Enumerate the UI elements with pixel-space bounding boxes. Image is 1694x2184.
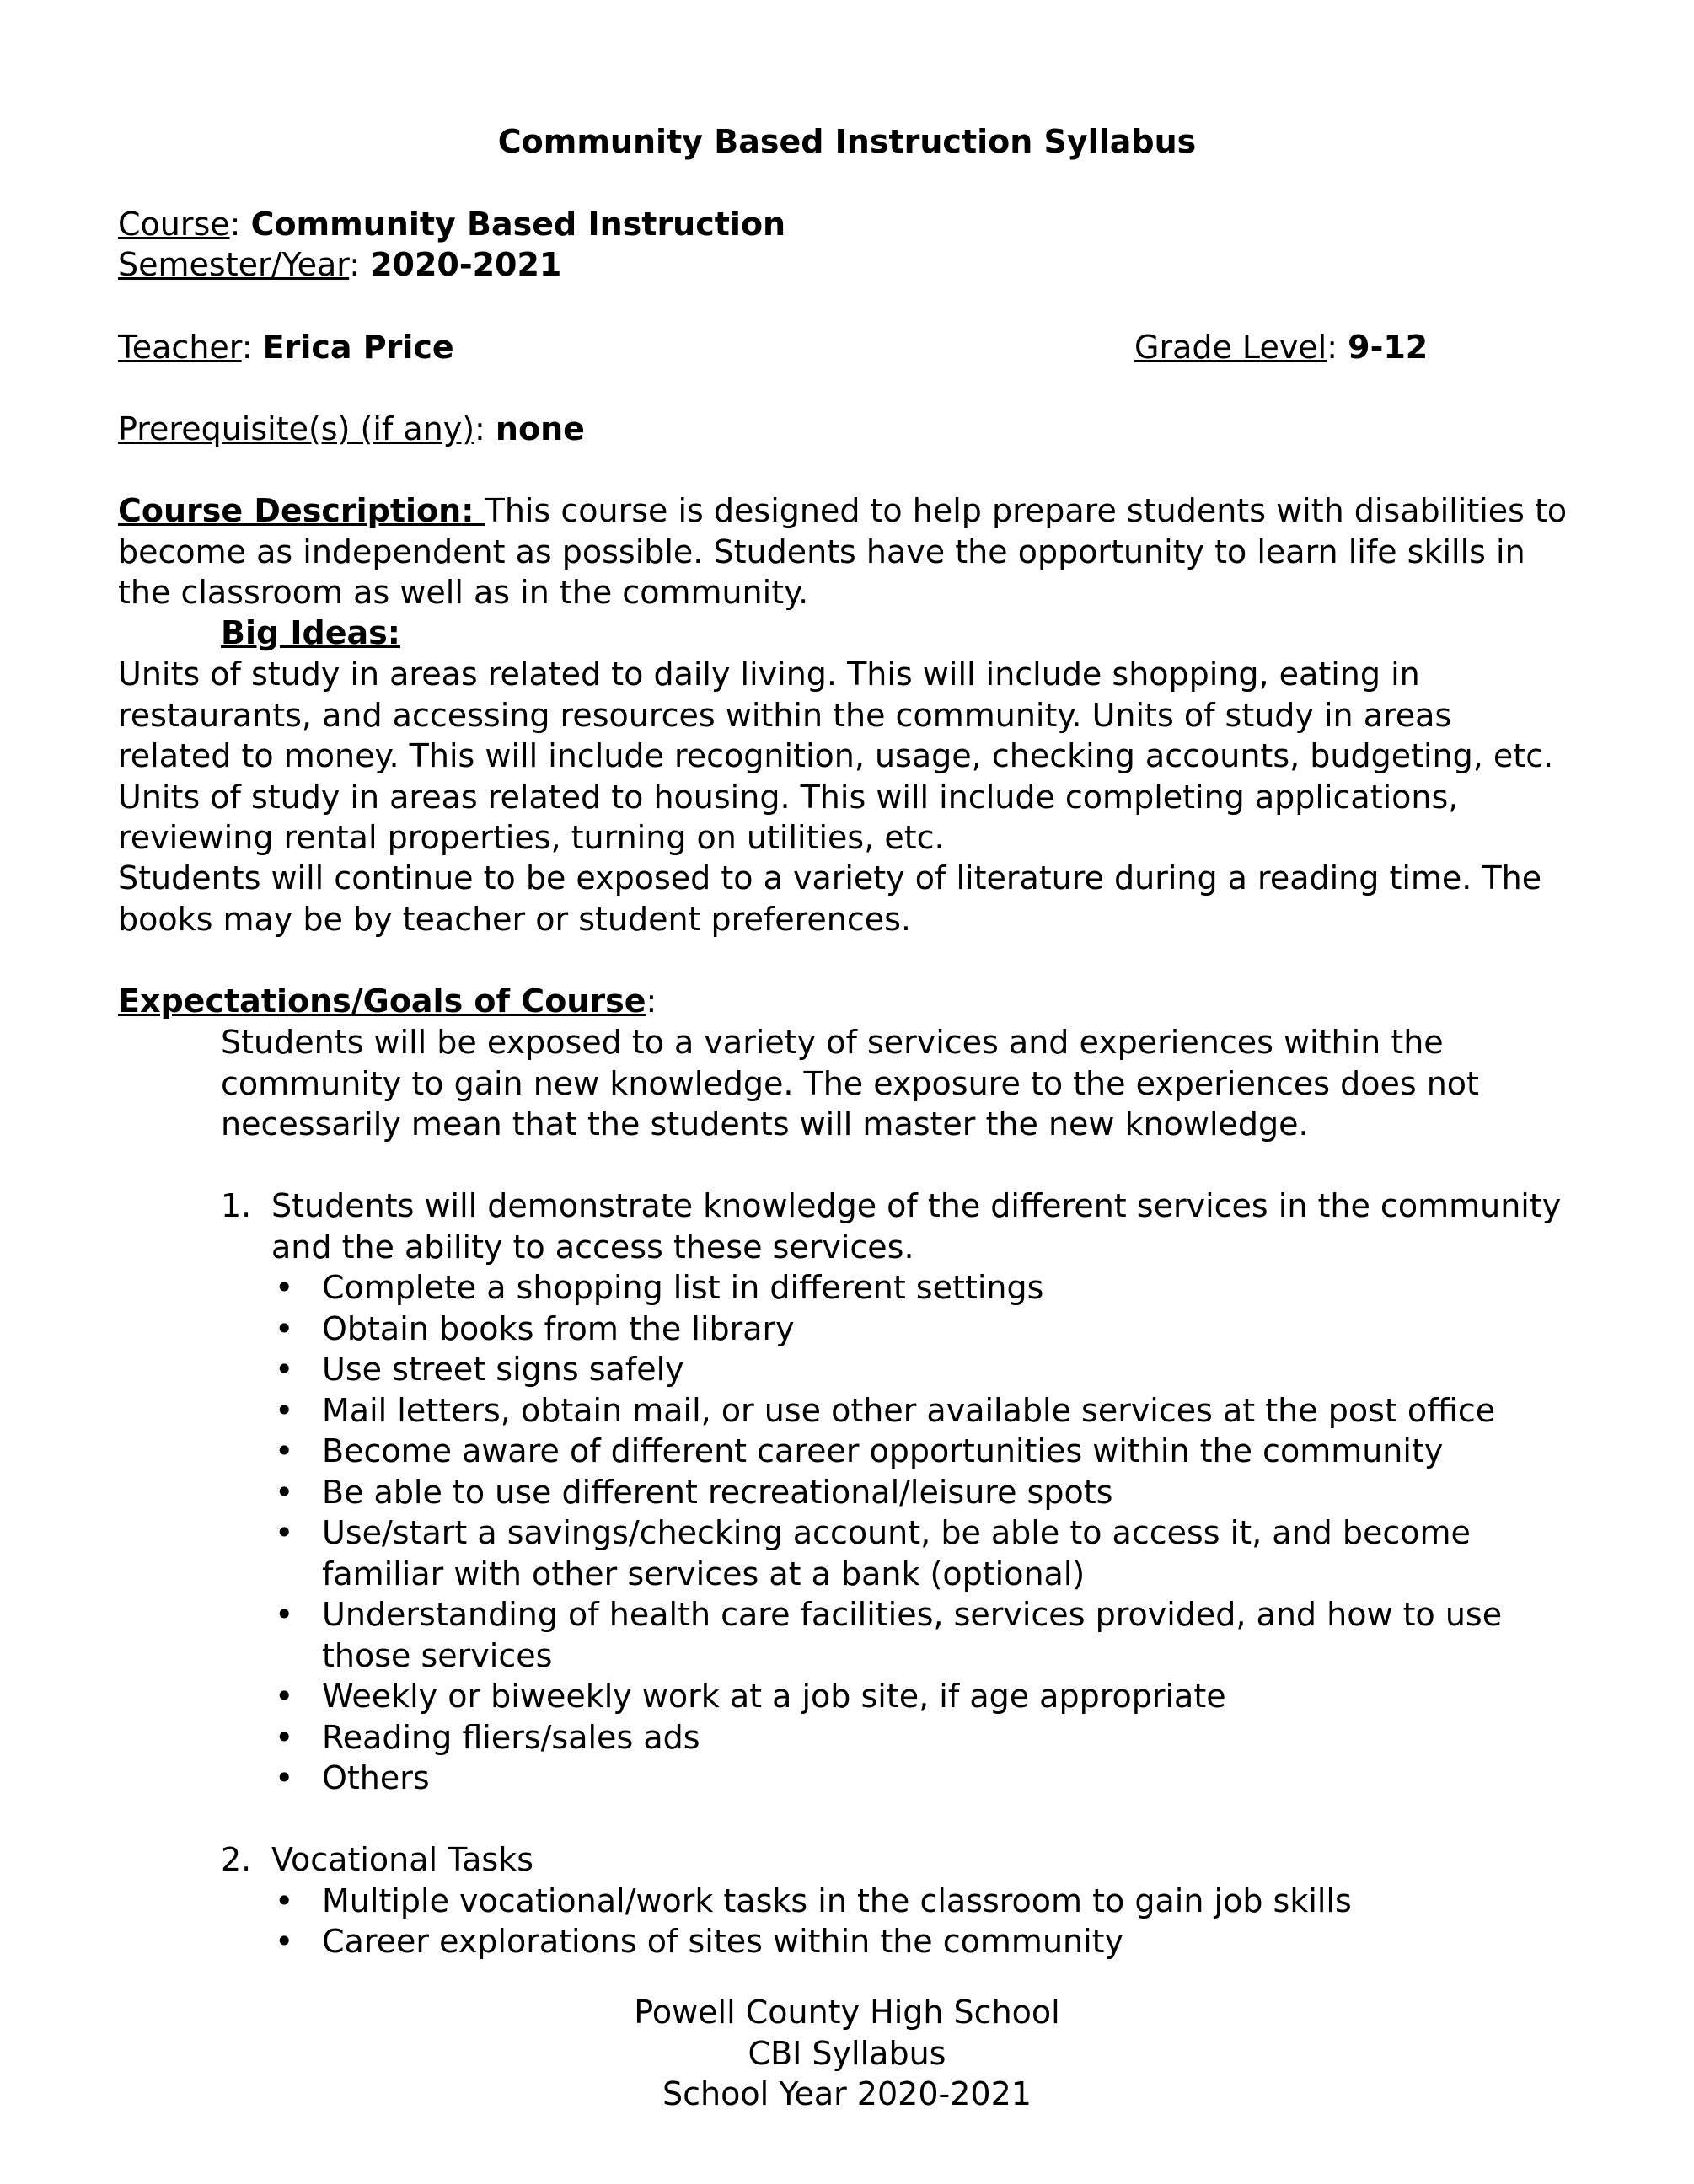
grade-level-line: Grade Level: 9-12 [1134, 329, 1429, 366]
bullet-icon: • [275, 1923, 294, 1960]
big-ideas-heading: Big Ideas: [221, 614, 400, 651]
list-item: • Become aware of different career opportunities within the community [221, 1431, 1586, 1472]
list-item: • Obtain books from the library [221, 1309, 1586, 1350]
course-label: Course [118, 206, 230, 243]
prerequisites-value: none [495, 410, 585, 447]
big-ideas-text: Units of study in areas related to daily living. This will include shopping, eating in restaurants, and accessing resources within the community. Units of study in areas related to money. This will include recognition, usage, checking accounts, budgeting, etc. Units of study in areas related to housing. This will include completing applications, reviewing rental properties, turning on utilities, etc. [118, 656, 1554, 856]
page-title: Community Based Instruction Syllabus [497, 123, 1197, 160]
semester-value: 2020-2021 [370, 246, 562, 283]
goal-1-bullets [221, 1267, 1586, 1799]
course-value: Community Based Instruction [250, 206, 786, 243]
page-footer [0, 1992, 1694, 2115]
bullet-icon: • [275, 1759, 294, 1796]
list-item: • Others [221, 1758, 1586, 1799]
grade-level-label: Grade Level [1134, 329, 1327, 366]
list-item: • Use street signs safely [221, 1349, 1586, 1390]
list-item: • Understanding of health care facilities, services provided, and how to use those services [275, 1596, 1503, 1674]
list-item: • Mail letters, obtain mail, or use other available services at the post office [221, 1390, 1586, 1432]
bullet-icon: • [275, 1351, 294, 1388]
list-item: • Be able to use different recreational/leisure spots [221, 1472, 1586, 1513]
bullet-icon: • [275, 1678, 294, 1715]
big-ideas-label: Big Ideas [221, 614, 388, 651]
expectations-heading: Expectations/Goals of Course: [118, 982, 657, 1020]
bullet-icon: • [275, 1432, 294, 1469]
goal-1-item [221, 1186, 1586, 1267]
goal-2-item [221, 1839, 1586, 1881]
list-item: • Reading fliers/sales ads [221, 1717, 1586, 1758]
course-line: Course: Community Based Instruction [118, 206, 786, 243]
course-description-label: Course Description: [118, 492, 485, 529]
footer-year: School Year 2020-2021 [662, 2075, 1032, 2112]
list-item: • Use/start a savings/checking account, be able to access it, and become familiar with other services at a bank (optional) [275, 1514, 1471, 1592]
teacher-label: Teacher [118, 329, 242, 366]
prerequisites-label: Prerequisite(s) (if any) [118, 410, 475, 447]
list-item: • Multiple vocational/work tasks in the classroom to gain job skills [221, 1881, 1586, 1922]
goal-2-text: Vocational Tasks [271, 1841, 533, 1878]
footer-doc: CBI Syllabus [748, 2034, 946, 2072]
goal-1-number: 1. [221, 1187, 252, 1224]
footer-school: Powell County High School [634, 1994, 1060, 2031]
grade-level-value: 9-12 [1348, 329, 1429, 366]
expectations-intro: Students will be exposed to a variety of services and experiences within the community to gain new knowledge. The exposure to the experiences does not necessarily mean that the students will master the new knowledge. [221, 1024, 1479, 1143]
prerequisites-line: Prerequisite(s) (if any): none [118, 410, 585, 447]
list-item: • Career explorations of sites within the community [221, 1921, 1586, 1962]
bullet-icon: • [275, 1514, 294, 1551]
goal-1-text: Students will demonstrate knowledge of the different services in the community and the ability to access these services. [271, 1187, 1562, 1266]
bullet-icon: • [275, 1718, 294, 1756]
course-description [118, 490, 1568, 613]
teacher-value: Erica Price [262, 329, 454, 366]
goal-2-bullets [221, 1881, 1586, 1962]
goal-2-number: 2. [221, 1841, 252, 1878]
list-item: • Complete a shopping list in different settings [221, 1267, 1586, 1309]
big-ideas-literature: Students will continue to be exposed to a variety of literature during a reading time. The books may be by teacher or student preferences. [118, 859, 1542, 938]
list-item: • Weekly or biweekly work at a job site, if age appropriate [221, 1676, 1586, 1717]
expectations-label: Expectations/Goals of Course [118, 982, 646, 1020]
semester-label: Semester/Year [118, 246, 350, 283]
bullet-icon: • [275, 1391, 294, 1429]
bullet-icon: • [275, 1882, 294, 1919]
semester-line: Semester/Year: 2020-2021 [118, 246, 562, 283]
bullet-icon: • [275, 1473, 294, 1511]
goal-1 [221, 1186, 1586, 1799]
bullet-icon: • [275, 1309, 294, 1347]
course-description-text: This course is designed to help prepare students with disabilities to become as independent as possible. Students have the opportunity to learn life skills in the classroom as well as in the community. [118, 492, 1568, 611]
teacher-line: Teacher: Erica Price [118, 329, 454, 366]
bullet-icon: • [275, 1269, 294, 1306]
bullet-icon: • [275, 1596, 294, 1633]
goal-2 [221, 1839, 1586, 1962]
